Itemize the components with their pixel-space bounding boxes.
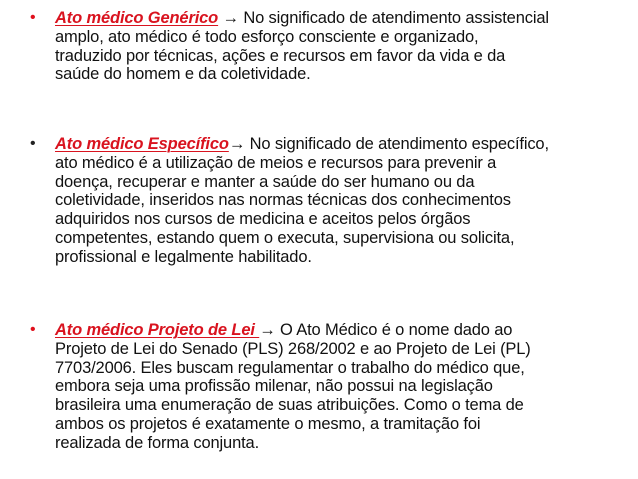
term-generic: Ato médico Genérico bbox=[55, 9, 219, 27]
text-line-content: No significado de atendimento assistencial bbox=[243, 9, 549, 27]
text-line: coletividade, inseridos nas normas técnicas dos conhecimentos bbox=[55, 191, 511, 210]
bullet-icon: • bbox=[30, 9, 36, 26]
text-line: realizada de forma conjunta. bbox=[55, 433, 260, 452]
text-line: ato médico é a utilização de meios e recursos para prevenir a bbox=[55, 153, 497, 172]
bullet-icon: • bbox=[30, 321, 36, 338]
text-line: brasileira uma enumeração de suas atribuições. Como o tema de bbox=[55, 396, 524, 415]
text-line: amplo, ato médico é todo esforço consciente e organizado, bbox=[55, 27, 479, 46]
term-bill: Ato médico Projeto de Lei bbox=[55, 321, 260, 339]
text-line-content: O Ato Médico é o nome dado ao bbox=[280, 321, 513, 339]
text-line: doença, recuperar e manter a saúde do ser humano ou da bbox=[55, 172, 475, 191]
bullet-icon: • bbox=[30, 135, 36, 152]
text-line: competentes, estando quem o executa, supervisiona ou solicita, bbox=[55, 228, 515, 247]
text-line: profissional e legalmente habilitado. bbox=[55, 247, 312, 266]
text-line: saúde do homem e da coletividade. bbox=[55, 65, 311, 84]
bullet-text bbox=[55, 135, 630, 267]
text-line: 7703/2006. Eles buscam regulamentar o trabalho do médico que, bbox=[55, 358, 525, 377]
text-line: traduzido por técnicas, ações e recursos em favor da vida e da bbox=[55, 46, 506, 65]
arrow-icon: → bbox=[259, 321, 281, 339]
text-line-content: No significado de atendimento específico, bbox=[249, 135, 549, 153]
text-line: adquiridos nos cursos de medicina e aceitos pelos órgãos bbox=[55, 210, 471, 229]
text-line: Projeto de Lei do Senado (PLS) 268/2002 e ao Projeto de Lei (PL) bbox=[55, 339, 531, 358]
arrow-icon: → bbox=[228, 135, 250, 153]
text-line bbox=[55, 135, 630, 154]
arrow-icon: → bbox=[218, 9, 244, 27]
text-line: ambos os projetos é exatamente o mesmo, a tramitação foi bbox=[55, 414, 481, 433]
text-line bbox=[55, 9, 630, 28]
term-specific: Ato médico Específico bbox=[55, 135, 229, 153]
text-line bbox=[55, 321, 630, 340]
text-line: embora seja uma profissão milenar, não possui na legislação bbox=[55, 377, 493, 396]
bullet-text bbox=[55, 9, 630, 84]
bullet-text bbox=[55, 321, 630, 453]
